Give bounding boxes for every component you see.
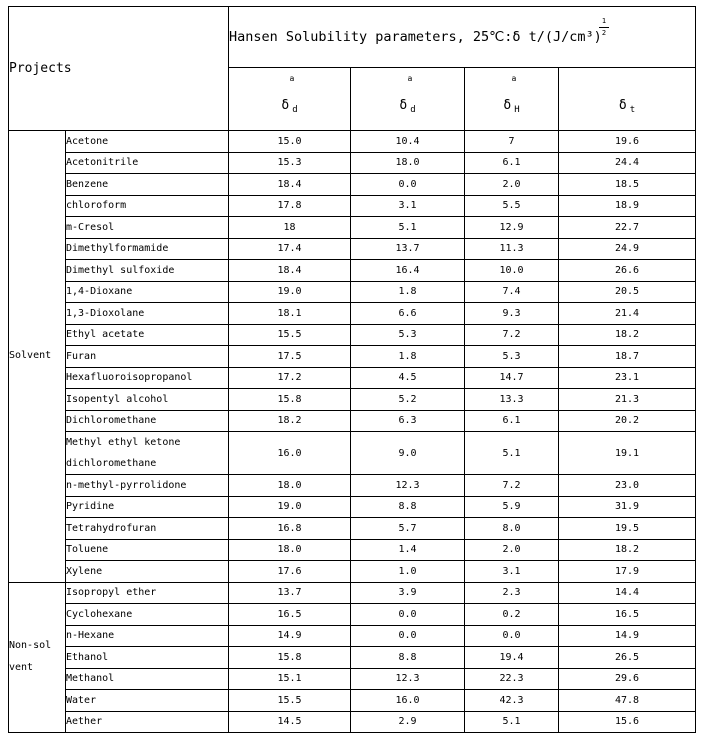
cell-value-1: 19.0 (229, 281, 351, 303)
cell-value-1: 17.8 (229, 195, 351, 217)
cell-value-1: 17.2 (229, 367, 351, 389)
solvent-name: Ethyl acetate (66, 324, 229, 346)
table-row (9, 410, 696, 432)
table-row (9, 238, 696, 260)
cell-value-3: 2.0 (465, 174, 559, 196)
solvent-name: Hexafluoroisopropanol (66, 367, 229, 389)
cell-value-2: 6.3 (351, 410, 465, 432)
cell-value-1: 18 (229, 217, 351, 239)
cell-value-1: 15.8 (229, 647, 351, 669)
nonsolvent-name: Isopropyl ether (66, 582, 229, 604)
solvent-name: n-methyl-pyrrolidone (66, 475, 229, 497)
cell-value-1: 15.3 (229, 152, 351, 174)
solvent-name: Dichloromethane (66, 410, 229, 432)
cell-value-2: 4.5 (351, 367, 465, 389)
table-row (9, 711, 696, 733)
cell-value-4: 18.2 (559, 539, 696, 561)
cell-value-3: 6.1 (465, 152, 559, 174)
column-header-symbol: δ $_d$ (399, 97, 416, 115)
cell-value-1: 17.6 (229, 561, 351, 583)
column-header-sub: H (514, 104, 520, 115)
column-header-3 (465, 68, 559, 131)
table-row (9, 690, 696, 712)
table-row (9, 389, 696, 411)
cell-value-3: 22.3 (465, 668, 559, 690)
cell-value-1: 15.8 (229, 389, 351, 411)
solvent-name: Xylene (66, 561, 229, 583)
cell-value-3: 42.3 (465, 690, 559, 712)
cell-value-4: 26.5 (559, 647, 696, 669)
cell-value-4: 14.9 (559, 625, 696, 647)
cell-value-4: 23.0 (559, 475, 696, 497)
cell-value-2: 0.0 (351, 625, 465, 647)
cell-value-1: 19.0 (229, 496, 351, 518)
cell-value-3: 5.1 (465, 711, 559, 733)
column-header-symbol: δ $_d$ (281, 97, 298, 115)
cell-value-3: 0.2 (465, 604, 559, 626)
title-exponent: 1 2 (599, 17, 609, 38)
cell-value-2: 0.0 (351, 174, 465, 196)
cell-value-1: 17.4 (229, 238, 351, 260)
cell-value-4: 18.9 (559, 195, 696, 217)
table-row (9, 604, 696, 626)
solvent-name: Acetonitrile (66, 152, 229, 174)
table-row (9, 496, 696, 518)
solvent-name: Dimethyl sulfoxide (66, 260, 229, 282)
group-label-nonsolvent-line-1: Non-sol (9, 640, 52, 652)
cell-value-4: 18.5 (559, 174, 696, 196)
column-header-symbol: δ $_H$ (503, 97, 520, 115)
table-row (9, 668, 696, 690)
table-row (9, 281, 696, 303)
solvent-name: m-Cresol (66, 217, 229, 239)
cell-value-1: 15.0 (229, 131, 351, 153)
column-header-sup: a (289, 74, 295, 83)
solvent-name: Dimethylformamide (66, 238, 229, 260)
cell-value-2: 5.1 (351, 217, 465, 239)
cell-value-1: 18.1 (229, 303, 351, 325)
title-text: Hansen Solubility parameters, 25℃:δ t/(J/cm³) (229, 29, 602, 45)
cell-value-4: 18.7 (559, 346, 696, 368)
table-row (9, 625, 696, 647)
cell-value-1: 13.7 (229, 582, 351, 604)
cell-value-3: 5.5 (465, 195, 559, 217)
nonsolvent-name: Aether (66, 711, 229, 733)
cell-value-4: 21.4 (559, 303, 696, 325)
group-label-nonsolvent-line-2: vent (9, 662, 34, 674)
cell-value-3: 13.3 (465, 389, 559, 411)
cell-value-4: 19.1 (559, 432, 696, 475)
cell-value-3: 8.0 (465, 518, 559, 540)
cell-value-2: 8.8 (351, 647, 465, 669)
cell-value-2: 1.8 (351, 281, 465, 303)
table-row (9, 260, 696, 282)
table-row (9, 582, 696, 604)
column-header-symbol: δ $_t$ (618, 97, 636, 115)
cell-value-3: 3.1 (465, 561, 559, 583)
nonsolvent-name: n-Hexane (66, 625, 229, 647)
cell-value-3: 5.3 (465, 346, 559, 368)
cell-value-4: 17.9 (559, 561, 696, 583)
solvent-name-line-2: dichloromethane (66, 458, 157, 469)
table-title (229, 7, 696, 68)
cell-value-1: 18.0 (229, 539, 351, 561)
solvent-name: Acetone (66, 131, 229, 153)
cell-value-3: 7.2 (465, 324, 559, 346)
solvent-name: Pyridine (66, 496, 229, 518)
group-label-nonsolvent (9, 582, 66, 733)
cell-value-2: 5.3 (351, 324, 465, 346)
cell-value-3: 11.3 (465, 238, 559, 260)
cell-value-2: 2.9 (351, 711, 465, 733)
cell-value-2: 1.8 (351, 346, 465, 368)
cell-value-2: 16.0 (351, 690, 465, 712)
solvent-name (66, 432, 229, 475)
cell-value-2: 0.0 (351, 604, 465, 626)
table-row (9, 217, 696, 239)
table-row (9, 367, 696, 389)
cell-value-1: 15.5 (229, 324, 351, 346)
table-row (9, 303, 696, 325)
column-header-sub: d (410, 104, 416, 115)
table-row (9, 174, 696, 196)
cell-value-2: 13.7 (351, 238, 465, 260)
nonsolvent-name: Methanol (66, 668, 229, 690)
table-row (9, 346, 696, 368)
table-row (9, 432, 696, 475)
solvent-name: chloroform (66, 195, 229, 217)
cell-value-4: 20.2 (559, 410, 696, 432)
cell-value-2: 5.7 (351, 518, 465, 540)
cell-value-4: 47.8 (559, 690, 696, 712)
cell-value-4: 24.9 (559, 238, 696, 260)
cell-value-3: 5.9 (465, 496, 559, 518)
cell-value-1: 16.0 (229, 432, 351, 475)
cell-value-2: 16.4 (351, 260, 465, 282)
nonsolvent-name: Cyclohexane (66, 604, 229, 626)
solvent-name: Isopentyl alcohol (66, 389, 229, 411)
column-header-4 (559, 68, 696, 131)
cell-value-3: 7.2 (465, 475, 559, 497)
table-row (9, 518, 696, 540)
cell-value-3: 6.1 (465, 410, 559, 432)
solvent-name: 1,3-Dioxolane (66, 303, 229, 325)
solvent-name: Benzene (66, 174, 229, 196)
solvent-name: Tetrahydrofuran (66, 518, 229, 540)
table-row (9, 324, 696, 346)
cell-value-1: 14.9 (229, 625, 351, 647)
cell-value-4: 23.1 (559, 367, 696, 389)
cell-value-3: 2.3 (465, 582, 559, 604)
cell-value-4: 24.4 (559, 152, 696, 174)
cell-value-3: 0.0 (465, 625, 559, 647)
cell-value-1: 18.4 (229, 260, 351, 282)
hansen-table (8, 6, 696, 733)
cell-value-2: 18.0 (351, 152, 465, 174)
solvent-name: Toluene (66, 539, 229, 561)
table-row (9, 647, 696, 669)
column-header-sup: a (511, 74, 517, 83)
cell-value-4: 14.4 (559, 582, 696, 604)
cell-value-3: 10.0 (465, 260, 559, 282)
table-row (9, 195, 696, 217)
cell-value-3: 7.4 (465, 281, 559, 303)
column-header-sup: a (407, 74, 413, 83)
cell-value-1: 15.5 (229, 690, 351, 712)
cell-value-4: 16.5 (559, 604, 696, 626)
table-row (9, 539, 696, 561)
cell-value-3: 19.4 (465, 647, 559, 669)
solvent-name: 1,4-Dioxane (66, 281, 229, 303)
cell-value-4: 29.6 (559, 668, 696, 690)
group-label-solvent: Solvent (9, 131, 66, 583)
cell-value-1: 17.5 (229, 346, 351, 368)
cell-value-2: 12.3 (351, 668, 465, 690)
cell-value-4: 20.5 (559, 281, 696, 303)
cell-value-2: 9.0 (351, 432, 465, 475)
cell-value-4: 26.6 (559, 260, 696, 282)
cell-value-2: 1.4 (351, 539, 465, 561)
column-header-2 (351, 68, 465, 131)
cell-value-1: 18.2 (229, 410, 351, 432)
cell-value-2: 5.2 (351, 389, 465, 411)
cell-value-4: 19.6 (559, 131, 696, 153)
cell-value-4: 22.7 (559, 217, 696, 239)
projects-header: Projects (9, 7, 229, 131)
solvent-name-line-1: Methyl ethyl ketone (66, 437, 181, 448)
cell-value-1: 16.8 (229, 518, 351, 540)
cell-value-1: 15.1 (229, 668, 351, 690)
nonsolvent-name: Water (66, 690, 229, 712)
table-row (9, 475, 696, 497)
cell-value-4: 21.3 (559, 389, 696, 411)
cell-value-2: 1.0 (351, 561, 465, 583)
cell-value-2: 3.9 (351, 582, 465, 604)
cell-value-2: 3.1 (351, 195, 465, 217)
column-header-1 (229, 68, 351, 131)
cell-value-4: 19.5 (559, 518, 696, 540)
cell-value-2: 12.3 (351, 475, 465, 497)
column-header-sub: d (292, 104, 298, 115)
cell-value-4: 31.9 (559, 496, 696, 518)
cell-value-3: 9.3 (465, 303, 559, 325)
cell-value-4: 18.2 (559, 324, 696, 346)
cell-value-1: 14.5 (229, 711, 351, 733)
cell-value-3: 12.9 (465, 217, 559, 239)
cell-value-2: 6.6 (351, 303, 465, 325)
column-header-sub: t (629, 104, 636, 115)
solvent-name: Furan (66, 346, 229, 368)
cell-value-1: 16.5 (229, 604, 351, 626)
nonsolvent-name: Ethanol (66, 647, 229, 669)
cell-value-4: 15.6 (559, 711, 696, 733)
cell-value-3: 2.0 (465, 539, 559, 561)
cell-value-3: 7 (465, 131, 559, 153)
table-row (9, 561, 696, 583)
cell-value-3: 14.7 (465, 367, 559, 389)
cell-value-2: 10.4 (351, 131, 465, 153)
cell-value-1: 18.0 (229, 475, 351, 497)
cell-value-2: 8.8 (351, 496, 465, 518)
cell-value-1: 18.4 (229, 174, 351, 196)
table-row (9, 131, 696, 153)
table-row (9, 152, 696, 174)
cell-value-3: 5.1 (465, 432, 559, 475)
